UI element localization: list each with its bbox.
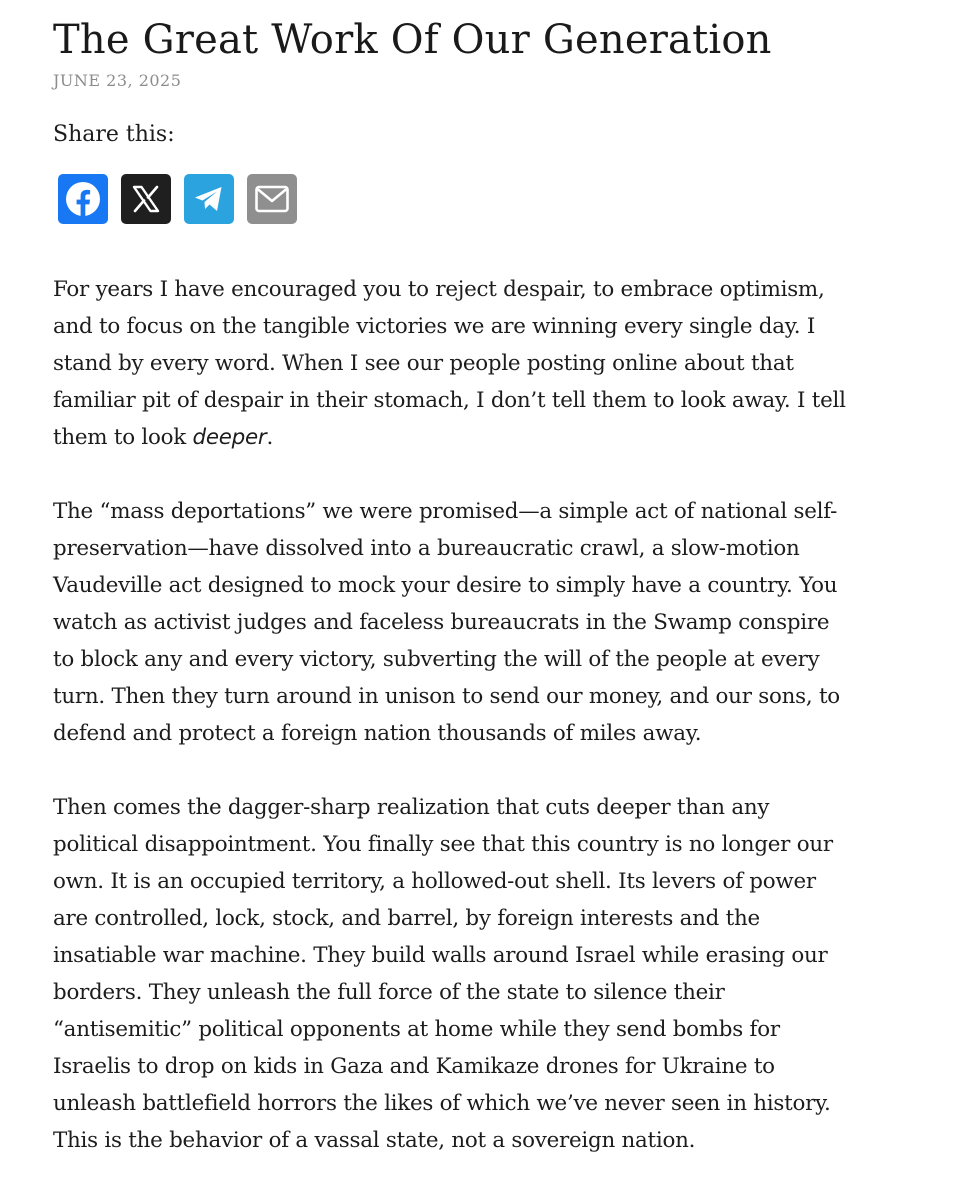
text-line: own. It is an occupied territory, a hollowed-out shell. Its levers of power xyxy=(53,869,816,894)
text-line: are controlled, lock, stock, and barrel, by foreign interests and the xyxy=(53,906,760,931)
facebook-share-button[interactable] xyxy=(58,174,108,224)
text-line: Then comes the dagger-sharp realization that cuts deeper than any xyxy=(53,795,770,820)
text-line: This is the behavior of a vassal state, not a sovereign nation. xyxy=(53,1128,696,1153)
x-share-button[interactable] xyxy=(121,174,171,224)
text-line: and to focus on the tangible victories we are winning every single day. I xyxy=(53,314,816,339)
article-title: The Great Work Of Our Generation xyxy=(53,17,772,63)
text-line: Vaudeville act designed to mock your desire to simply have a country. You xyxy=(53,573,838,598)
text-line: watch as activist judges and faceless bureaucrats in the Swamp conspire xyxy=(53,610,830,635)
x-icon xyxy=(131,184,161,214)
text-line: familiar pit of despair in their stomach, I don’t tell them to look away. I tell xyxy=(53,388,846,413)
text-line: Israelis to drop on kids in Gaza and Kamikaze drones for Ukraine to xyxy=(53,1054,775,1079)
text-line: borders. They unleash the full force of the state to silence their xyxy=(53,980,725,1005)
paragraph-1 xyxy=(53,271,953,456)
facebook-icon xyxy=(64,180,102,218)
text-line: to block any and every victory, subverting the will of the people at every xyxy=(53,647,820,672)
text-line: preservation—have dissolved into a bureaucratic crawl, a slow-motion xyxy=(53,536,800,561)
text-line xyxy=(53,419,953,456)
text-line: The “mass deportations” we were promised—a simple act of national self- xyxy=(53,499,838,524)
article-date: JUNE 23, 2025 xyxy=(53,71,182,90)
text-line: unleash battlefield horrors the likes of which we’ve never seen in history. xyxy=(53,1091,831,1116)
text-line: For years I have encouraged you to reject despair, to embrace optimism, xyxy=(53,277,825,302)
emphasis-text: deeper xyxy=(192,425,267,450)
text-line: defend and protect a foreign nation thousands of miles away. xyxy=(53,721,702,746)
text-line: insatiable war machine. They build walls around Israel while erasing our xyxy=(53,943,828,968)
text-line: stand by every word. When I see our people posting online about that xyxy=(53,351,794,376)
article xyxy=(53,14,953,1196)
text-line: “antisemitic” political opponents at home while they send bombs for xyxy=(53,1017,780,1042)
telegram-icon xyxy=(192,182,226,216)
text-fragment: . xyxy=(266,425,273,450)
telegram-share-button[interactable] xyxy=(184,174,234,224)
article-body xyxy=(53,271,953,1159)
email-share-button[interactable] xyxy=(247,174,297,224)
text-line: political disappointment. You finally see that this country is no longer our xyxy=(53,832,833,857)
share-buttons xyxy=(58,174,953,224)
text-line: turn. Then they turn around in unison to send our money, and our sons, to xyxy=(53,684,840,709)
paragraph-3 xyxy=(53,789,953,1159)
share-label: Share this: xyxy=(53,122,175,147)
paragraph-2 xyxy=(53,493,953,752)
email-icon xyxy=(254,184,290,214)
text-fragment: them to look xyxy=(53,425,193,450)
